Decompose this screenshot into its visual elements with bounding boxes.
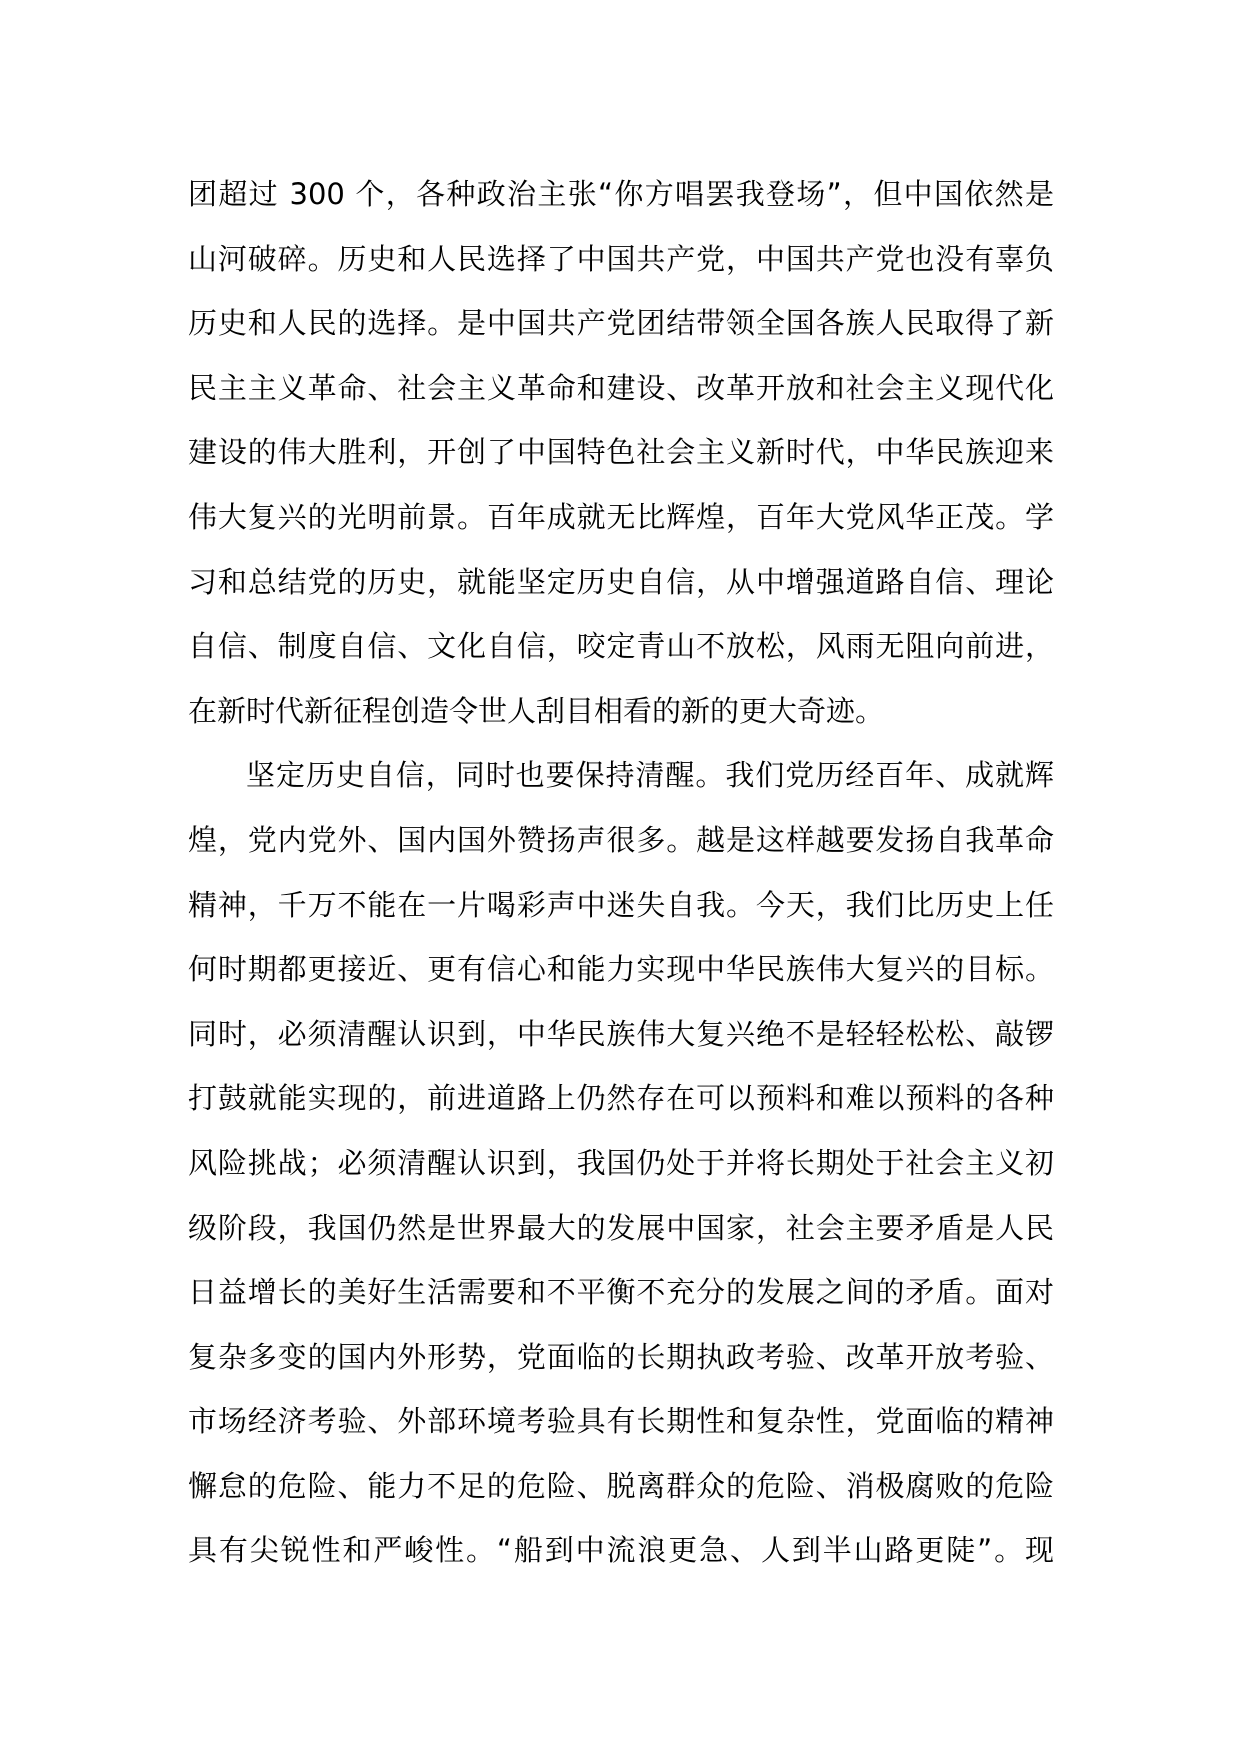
text-line: 复杂多变的国内外形势，党面临的长期执政考验、改革开放考验、 (188, 1339, 1054, 1374)
text-line: 日益增长的美好生活需要和不平衡不充分的发展之间的矛盾。面对 (188, 1275, 1054, 1310)
paragraph-2 (188, 743, 1054, 1583)
text-line: 懈怠的危险、能力不足的危险、脱离群众的危险、消极腐败的危险 (188, 1468, 1054, 1503)
text-line: 民主主义革命、社会主义革命和建设、改革开放和社会主义现代化 (188, 370, 1054, 405)
text-line: 煌，党内党外、国内国外赞扬声很多。越是这样越要发扬自我革命 (188, 822, 1054, 857)
text-line: 团超过 300 个，各种政治主张“你方唱罢我登场”，但中国依然是 (188, 177, 1054, 211)
text-line: 自信、制度自信、文化自信，咬定青山不放松，风雨无阻向前进， (188, 629, 1054, 664)
text-line: 具有尖锐性和严峻性。“船到中流浪更急、人到半山路更陡”。现 (188, 1533, 1054, 1568)
document-body (188, 162, 1054, 1583)
text-line: 风险挑战；必须清醒认识到，我国仍处于并将长期处于社会主义初 (188, 1145, 1054, 1180)
paragraph-1 (188, 162, 1054, 743)
text-line: 山河破碎。历史和人民选择了中国共产党，中国共产党也没有辜负 (188, 241, 1054, 276)
text-line: 建设的伟大胜利，开创了中国特色社会主义新时代，中华民族迎来 (188, 435, 1054, 470)
text-line: 习和总结党的历史，就能坚定历史自信，从中增强道路自信、理论 (188, 564, 1054, 599)
text-line: 市场经济考验、外部环境考验具有长期性和复杂性，党面临的精神 (188, 1404, 1054, 1439)
text-line: 伟大复兴的光明前景。百年成就无比辉煌，百年大党风华正茂。学 (188, 499, 1054, 534)
text-line: 坚定历史自信，同时也要保持清醒。我们党历经百年、成就辉 (246, 758, 1054, 793)
text-line: 何时期都更接近、更有信心和能力实现中华民族伟大复兴的目标。 (188, 952, 1054, 987)
text-line: 级阶段，我国仍然是世界最大的发展中国家，社会主要矛盾是人民 (188, 1210, 1054, 1245)
text-line: 打鼓就能实现的，前进道路上仍然存在可以预料和难以预料的各种 (188, 1081, 1054, 1116)
text-line: 历史和人民的选择。是中国共产党团结带领全国各族人民取得了新 (188, 306, 1054, 341)
text-line: 精神，千万不能在一片喝彩声中迷失自我。今天，我们比历史上任 (188, 887, 1054, 922)
text-line: 同时，必须清醒认识到，中华民族伟大复兴绝不是轻轻松松、敲锣 (188, 1016, 1054, 1051)
text-line: 在新时代新征程创造令世人刮目相看的新的更大奇迹。 (188, 693, 885, 728)
